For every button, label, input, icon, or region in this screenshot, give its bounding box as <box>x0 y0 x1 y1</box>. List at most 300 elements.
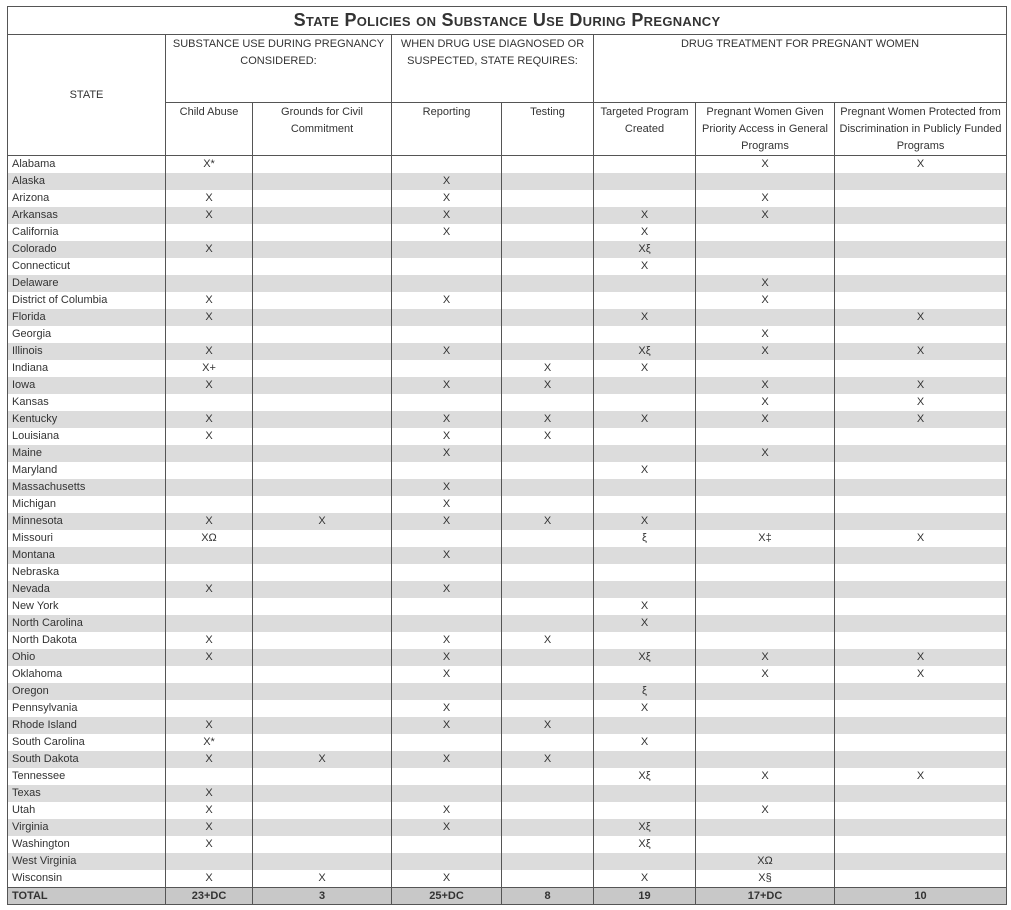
column-header-reporting: Reporting <box>392 103 502 156</box>
policy-cell <box>696 700 835 717</box>
policy-cell: X* <box>166 734 253 751</box>
policy-cell <box>835 496 1007 513</box>
state-name: Illinois <box>8 343 166 360</box>
policy-cell <box>594 428 696 445</box>
state-name: Delaware <box>8 275 166 292</box>
column-header-discrimination-protection: Pregnant Women Protected from Discrimination in Publicly Funded Programs <box>835 103 1007 156</box>
policy-cell <box>502 870 594 888</box>
policy-cell: X <box>696 445 835 462</box>
policy-cell: X <box>502 751 594 768</box>
policy-cell: X <box>594 870 696 888</box>
policy-cell: X <box>696 666 835 683</box>
policy-cell <box>696 496 835 513</box>
table-row <box>8 751 1007 768</box>
policy-cell <box>696 564 835 581</box>
policy-cell <box>502 700 594 717</box>
policy-cell <box>502 190 594 207</box>
policy-cell: X <box>392 870 502 888</box>
policy-cell <box>502 496 594 513</box>
policy-cell <box>253 156 392 174</box>
state-name: Oregon <box>8 683 166 700</box>
policy-cell <box>392 836 502 853</box>
policy-cell: X <box>392 700 502 717</box>
policy-cell <box>835 632 1007 649</box>
policy-cell <box>696 836 835 853</box>
policy-cell <box>594 190 696 207</box>
policy-cell <box>502 802 594 819</box>
policy-cell <box>253 785 392 802</box>
policy-cell <box>502 156 594 174</box>
policy-cell <box>253 700 392 717</box>
column-header-testing: Testing <box>502 103 594 156</box>
policy-cell <box>166 598 253 615</box>
state-name: Washington <box>8 836 166 853</box>
policy-cell: X <box>696 768 835 785</box>
policy-cell <box>392 462 502 479</box>
policy-cell: X‡ <box>696 530 835 547</box>
policy-cell: X <box>253 870 392 888</box>
policy-cell <box>166 479 253 496</box>
state-name: South Dakota <box>8 751 166 768</box>
table-row <box>8 870 1007 888</box>
policy-cell <box>253 377 392 394</box>
table-row <box>8 768 1007 785</box>
policy-cell: X <box>166 292 253 309</box>
policy-cell: ξ <box>594 683 696 700</box>
state-name: Kansas <box>8 394 166 411</box>
policy-cell: X <box>502 411 594 428</box>
table-footer <box>8 888 1007 905</box>
total-cell: 10 <box>835 888 1007 905</box>
policy-cell <box>835 700 1007 717</box>
policy-cell: X <box>392 377 502 394</box>
policy-cell: X <box>594 700 696 717</box>
policy-cell <box>253 547 392 564</box>
policy-cell: X <box>502 377 594 394</box>
policy-cell: X <box>696 292 835 309</box>
policy-cell <box>502 275 594 292</box>
policy-cell: X <box>392 224 502 241</box>
policy-cell: X <box>392 173 502 190</box>
policy-cell <box>835 173 1007 190</box>
policy-cell <box>392 360 502 377</box>
policy-cell <box>696 734 835 751</box>
state-name: District of Columbia <box>8 292 166 309</box>
policy-cell <box>166 768 253 785</box>
policy-cell <box>835 258 1007 275</box>
state-name: Minnesota <box>8 513 166 530</box>
policy-cell <box>502 615 594 632</box>
policy-cell <box>835 598 1007 615</box>
policy-cell <box>835 802 1007 819</box>
table-row <box>8 462 1007 479</box>
policy-cell <box>594 275 696 292</box>
policy-cell <box>392 156 502 174</box>
table-row <box>8 700 1007 717</box>
table-row <box>8 479 1007 496</box>
policy-cell <box>253 173 392 190</box>
policy-cell <box>696 598 835 615</box>
total-cell: 8 <box>502 888 594 905</box>
policy-cell: X* <box>166 156 253 174</box>
table-row <box>8 836 1007 853</box>
policy-cell <box>392 734 502 751</box>
policy-cell <box>594 581 696 598</box>
policy-cell <box>253 190 392 207</box>
table-row <box>8 853 1007 870</box>
state-name: Montana <box>8 547 166 564</box>
table-row <box>8 632 1007 649</box>
policy-cell <box>253 666 392 683</box>
policy-cell <box>253 343 392 360</box>
policy-cell <box>502 819 594 836</box>
policy-cell <box>166 853 253 870</box>
policy-cell: X <box>166 428 253 445</box>
state-name: Oklahoma <box>8 666 166 683</box>
state-name: Indiana <box>8 360 166 377</box>
policy-cell <box>502 326 594 343</box>
state-column-header: STATE <box>8 35 166 156</box>
policy-cell: X <box>835 649 1007 666</box>
policy-cell <box>594 156 696 174</box>
policy-cell <box>502 666 594 683</box>
table-row <box>8 581 1007 598</box>
state-name: Maryland <box>8 462 166 479</box>
state-name: Connecticut <box>8 258 166 275</box>
table-row <box>8 666 1007 683</box>
policy-cell <box>594 445 696 462</box>
policy-cell <box>253 462 392 479</box>
table-row <box>8 785 1007 802</box>
policy-cell <box>696 309 835 326</box>
policy-cell: XΩ <box>696 853 835 870</box>
policy-cell <box>166 462 253 479</box>
policy-cell: X <box>594 360 696 377</box>
policy-cell <box>502 785 594 802</box>
state-name: North Dakota <box>8 632 166 649</box>
total-cell: 3 <box>253 888 392 905</box>
policy-cell <box>835 207 1007 224</box>
table-row <box>8 394 1007 411</box>
policy-cell: X <box>835 411 1007 428</box>
policy-cell: X <box>696 394 835 411</box>
policy-cell: X <box>594 309 696 326</box>
policy-cell <box>502 173 594 190</box>
policy-cell <box>696 751 835 768</box>
policy-cell <box>166 564 253 581</box>
policy-cell <box>392 768 502 785</box>
policy-cell <box>502 547 594 564</box>
table-header <box>8 7 1007 156</box>
policy-cell <box>166 258 253 275</box>
column-header-targeted-program: Targeted Program Created <box>594 103 696 156</box>
table-row <box>8 564 1007 581</box>
policy-cell: X <box>696 649 835 666</box>
table-row <box>8 615 1007 632</box>
policy-cell <box>392 309 502 326</box>
total-row <box>8 888 1007 905</box>
policy-cell <box>594 751 696 768</box>
policy-cell <box>392 683 502 700</box>
policy-cell: X <box>166 870 253 888</box>
policy-cell <box>696 173 835 190</box>
policy-cell <box>835 785 1007 802</box>
state-name: Utah <box>8 802 166 819</box>
policy-cell <box>594 394 696 411</box>
state-name: Pennsylvania <box>8 700 166 717</box>
policy-cell: X+ <box>166 360 253 377</box>
policy-cell <box>594 173 696 190</box>
policy-cell <box>253 275 392 292</box>
policy-cell <box>835 360 1007 377</box>
policy-cell <box>253 768 392 785</box>
policy-cell <box>502 241 594 258</box>
total-label: TOTAL <box>8 888 166 905</box>
table-row <box>8 173 1007 190</box>
policy-cell <box>392 853 502 870</box>
table-title: State Policies on Substance Use During Pregnancy <box>8 7 1007 35</box>
policy-cell <box>835 292 1007 309</box>
policy-cell <box>696 241 835 258</box>
table-row <box>8 547 1007 564</box>
policy-cell: X <box>253 751 392 768</box>
policy-cell <box>502 394 594 411</box>
policy-cell: X <box>166 649 253 666</box>
table-row <box>8 649 1007 666</box>
policy-cell <box>392 326 502 343</box>
policy-cell: X <box>392 547 502 564</box>
policy-cell <box>696 581 835 598</box>
state-name: Nebraska <box>8 564 166 581</box>
column-header-priority-access: Pregnant Women Given Priority Access in General Programs <box>696 103 835 156</box>
policy-cell <box>253 411 392 428</box>
policy-cell <box>594 564 696 581</box>
policy-cell: X <box>594 513 696 530</box>
state-name: West Virginia <box>8 853 166 870</box>
table-row <box>8 717 1007 734</box>
policy-cell: X <box>594 462 696 479</box>
state-name: Tennessee <box>8 768 166 785</box>
policy-cell: X <box>594 598 696 615</box>
policy-cell <box>835 326 1007 343</box>
policy-cell: XΩ <box>166 530 253 547</box>
policy-cell <box>253 598 392 615</box>
table-row <box>8 360 1007 377</box>
policy-cell: X <box>166 377 253 394</box>
state-name: Colorado <box>8 241 166 258</box>
policy-cell: X <box>502 513 594 530</box>
policy-cell: X <box>392 666 502 683</box>
policy-cell <box>253 615 392 632</box>
state-name: New York <box>8 598 166 615</box>
policy-cell <box>835 581 1007 598</box>
policy-cell <box>392 258 502 275</box>
column-header-civil-commitment: Grounds for Civil Commitment <box>253 103 392 156</box>
policy-cell: Xξ <box>594 819 696 836</box>
policy-cell <box>696 428 835 445</box>
policy-cell <box>696 224 835 241</box>
policy-cell <box>696 683 835 700</box>
policy-cell <box>502 309 594 326</box>
table-row <box>8 343 1007 360</box>
table-row <box>8 734 1007 751</box>
table-row <box>8 377 1007 394</box>
policy-cell <box>502 649 594 666</box>
policy-cell: Xξ <box>594 343 696 360</box>
group-header-substance-use: SUBSTANCE USE DURING PREGNANCY CONSIDERED: <box>166 35 392 103</box>
policy-cell <box>835 428 1007 445</box>
policy-cell <box>253 836 392 853</box>
policy-cell <box>835 615 1007 632</box>
policy-cell <box>696 717 835 734</box>
state-name: Nevada <box>8 581 166 598</box>
table-row <box>8 802 1007 819</box>
state-name: Rhode Island <box>8 717 166 734</box>
policy-cell: X <box>594 615 696 632</box>
policy-cell: X <box>594 207 696 224</box>
state-name: Georgia <box>8 326 166 343</box>
policy-cell <box>835 479 1007 496</box>
policy-cell <box>835 224 1007 241</box>
policy-cell: X <box>392 445 502 462</box>
policy-cell <box>166 224 253 241</box>
policy-cell <box>696 615 835 632</box>
policy-cell <box>696 479 835 496</box>
state-name: Alaska <box>8 173 166 190</box>
table-row <box>8 156 1007 174</box>
policy-cell: X <box>166 717 253 734</box>
policy-cell <box>696 632 835 649</box>
policy-cell <box>253 445 392 462</box>
policy-cell <box>166 683 253 700</box>
state-name: Massachusetts <box>8 479 166 496</box>
table-body <box>8 156 1007 888</box>
policy-cell: Xξ <box>594 241 696 258</box>
total-cell: 25+DC <box>392 888 502 905</box>
policy-cell <box>835 870 1007 888</box>
table-row <box>8 292 1007 309</box>
policy-cell: X <box>502 360 594 377</box>
policy-cell: X <box>166 309 253 326</box>
policy-cell <box>835 683 1007 700</box>
table-row <box>8 326 1007 343</box>
policy-cell <box>502 768 594 785</box>
policy-cell <box>166 666 253 683</box>
table-row <box>8 819 1007 836</box>
policy-cell <box>502 564 594 581</box>
policy-cell <box>253 241 392 258</box>
policy-cell <box>166 496 253 513</box>
policy-cell: X <box>835 768 1007 785</box>
policy-cell <box>594 632 696 649</box>
policy-cell <box>253 258 392 275</box>
policy-cell: X <box>696 156 835 174</box>
policy-cell <box>253 734 392 751</box>
table-row <box>8 258 1007 275</box>
policy-cell: X <box>696 343 835 360</box>
state-name: Virginia <box>8 819 166 836</box>
policy-cell <box>594 292 696 309</box>
policy-cell <box>594 785 696 802</box>
policy-table-container <box>7 6 1006 905</box>
policy-cell: X <box>835 666 1007 683</box>
state-name: Kentucky <box>8 411 166 428</box>
policy-cell <box>594 377 696 394</box>
policy-cell <box>253 360 392 377</box>
policy-cell <box>502 258 594 275</box>
table-row <box>8 513 1007 530</box>
policy-cell <box>166 394 253 411</box>
policy-cell: X <box>166 343 253 360</box>
policy-cell: X <box>392 190 502 207</box>
policy-cell: X <box>835 377 1007 394</box>
table-row <box>8 683 1007 700</box>
policy-cell: X <box>166 207 253 224</box>
policy-cell <box>594 547 696 564</box>
policy-cell <box>835 853 1007 870</box>
state-name: Missouri <box>8 530 166 547</box>
total-cell: 19 <box>594 888 696 905</box>
policy-cell <box>166 615 253 632</box>
policy-cell: X <box>835 343 1007 360</box>
policy-cell: X <box>594 734 696 751</box>
state-name: Iowa <box>8 377 166 394</box>
policy-cell <box>502 479 594 496</box>
state-name: California <box>8 224 166 241</box>
policy-cell <box>835 241 1007 258</box>
policy-cell: X <box>594 224 696 241</box>
policy-cell <box>502 445 594 462</box>
state-name: Ohio <box>8 649 166 666</box>
group-header-state-requires: WHEN DRUG USE DIAGNOSED OR SUSPECTED, STATE REQUIRES: <box>392 35 594 103</box>
policy-cell <box>253 326 392 343</box>
policy-cell <box>502 734 594 751</box>
policy-cell: X <box>166 819 253 836</box>
policy-cell <box>253 853 392 870</box>
policy-cell: X <box>696 190 835 207</box>
policy-cell <box>835 190 1007 207</box>
policy-cell <box>835 564 1007 581</box>
policy-cell: X§ <box>696 870 835 888</box>
policy-cell <box>166 173 253 190</box>
policy-cell: X <box>392 751 502 768</box>
policy-cell: X <box>835 530 1007 547</box>
state-name: Florida <box>8 309 166 326</box>
policy-cell: X <box>392 717 502 734</box>
policy-cell <box>502 224 594 241</box>
policy-cell <box>696 547 835 564</box>
policy-cell <box>835 547 1007 564</box>
policy-cell <box>253 496 392 513</box>
policy-cell <box>253 717 392 734</box>
policy-cell <box>253 683 392 700</box>
policy-cell: X <box>502 428 594 445</box>
policy-cell <box>502 530 594 547</box>
policy-cell: Xξ <box>594 836 696 853</box>
policy-cell: X <box>166 241 253 258</box>
policy-cell: Xξ <box>594 649 696 666</box>
policy-cell <box>835 717 1007 734</box>
table-row <box>8 190 1007 207</box>
policy-cell: X <box>166 802 253 819</box>
policy-cell: X <box>166 411 253 428</box>
policy-cell <box>835 513 1007 530</box>
policy-cell: X <box>392 819 502 836</box>
policy-cell <box>392 564 502 581</box>
policy-table <box>7 6 1007 905</box>
total-cell: 17+DC <box>696 888 835 905</box>
state-name: Texas <box>8 785 166 802</box>
